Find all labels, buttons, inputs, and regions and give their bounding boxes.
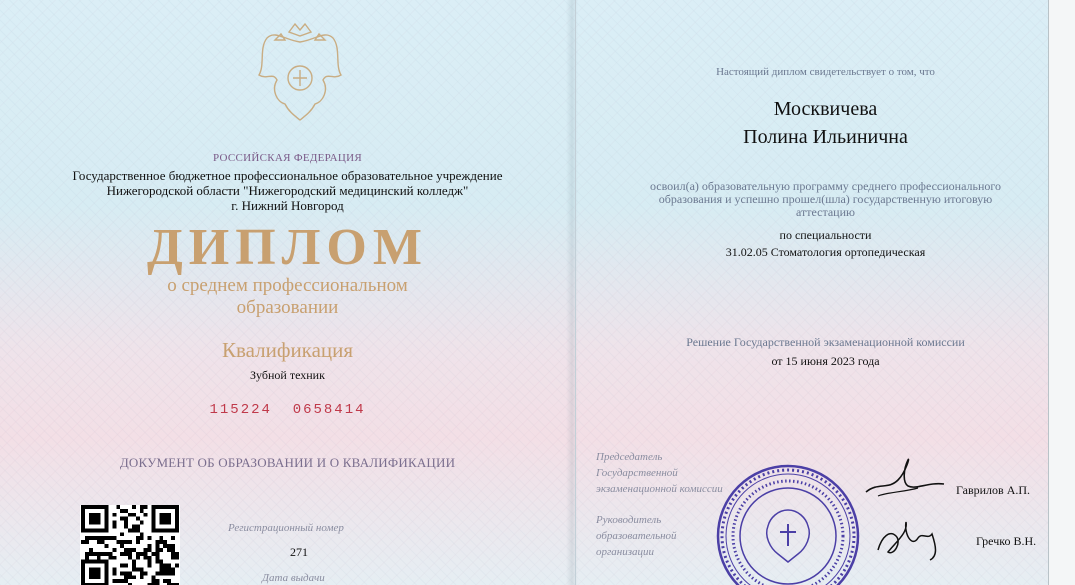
head-line-2: организации [596, 546, 655, 558]
document-type: ДОКУМЕНТ ОБ ОБРАЗОВАНИИ И О КВАЛИФИКАЦИИ [119, 455, 456, 470]
diploma-subtitle [0, 275, 575, 319]
program-line-2: образования и успешно прошел(шла) государственную итоговую [658, 192, 993, 206]
specialty-label: по специальности [779, 228, 872, 242]
certifies-text: Настоящий диплом свидетельствует о том, что [716, 66, 935, 78]
chair-line-2: Государственной [596, 467, 678, 479]
serial-number: 115224 0658414 [209, 402, 366, 418]
coat-of-arms-icon [245, 20, 355, 130]
qualification-label: Квалификация [221, 338, 354, 362]
country-name: РОССИЙСКАЯ ФЕДЕРАЦИЯ [212, 152, 363, 164]
specialty-value: 31.02.05 Стоматология ортопедическая [725, 245, 926, 259]
commission-decision: Решение Государственной экзаменационной комиссии [686, 335, 965, 349]
subtitle-line-1: о среднем профессиональном [167, 275, 408, 296]
registration-number-value: 271 [290, 545, 308, 559]
issue-date-label: Дата выдачи [262, 572, 325, 584]
graduate-given-names: Полина Ильинична [743, 126, 908, 148]
head-signature [872, 512, 952, 562]
org-line-1: Государственное бюджетное профессиональное образовательное учреждение [72, 168, 503, 183]
subtitle-line-2: образовании [236, 297, 339, 318]
org-line-3: г. Нижний Новгород [231, 198, 344, 213]
registration-number-label: Регистрационный номер [228, 522, 344, 534]
head-name: Гречко В.Н. [976, 534, 1037, 548]
program-text [586, 180, 1065, 219]
program-line-1: освоил(а) образовательную программу среднего профессионального [649, 179, 1002, 193]
qualification-value: Зубной техник [250, 368, 325, 382]
official-seal-icon [714, 462, 862, 585]
scan-border [1048, 0, 1075, 585]
org-line-2: Нижегородской области "Нижегородский медицинский колледж" [106, 183, 469, 198]
chair-line-3: экзаменационной комиссии [596, 483, 723, 495]
chair-signature [858, 452, 948, 502]
graduate-surname: Москвичева [773, 98, 878, 120]
chair-line-1: Председатель [596, 451, 663, 463]
program-line-3: аттестацию [796, 205, 855, 219]
right-page [576, 0, 1075, 585]
chair-name: Гаврилов А.П. [956, 483, 1031, 497]
qr-code-icon [80, 505, 180, 585]
head-line-1: Руководитель образовательной [596, 514, 677, 542]
decision-date: от 15 июня 2023 года [771, 354, 880, 368]
organization-name [0, 168, 575, 213]
diploma-title: ДИПЛОМ [147, 219, 428, 276]
